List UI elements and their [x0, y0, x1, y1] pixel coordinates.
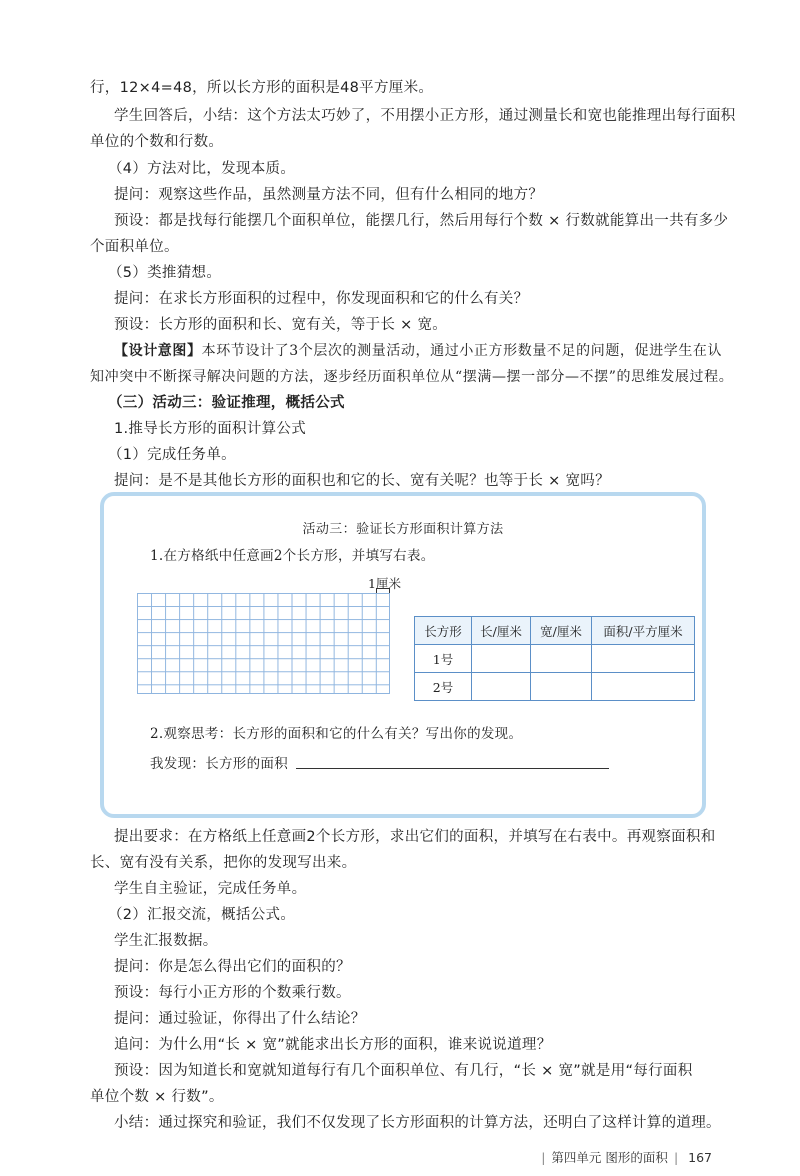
text-line: 学生回答后，小结：这个方法太巧妙了，不用摆小正方形，通过测量长和宽也能推理出每行面积: [114, 108, 736, 124]
text-line: 学生汇报数据。: [114, 933, 218, 949]
task-card: [100, 492, 706, 818]
section-heading: （2）汇报交流，概括公式。: [108, 907, 296, 923]
section-heading: （5）类推猜想。: [108, 265, 222, 281]
footer-chapter: 图形的面积: [605, 1150, 668, 1165]
text-line: 长、宽有没有关系，把你的发现写出来。: [90, 855, 357, 871]
data-table: [414, 616, 695, 701]
task-1-text: 1.在方格纸中任意画2个长方形，并填写右表。: [150, 548, 435, 564]
task-card-title: 活动三：验证长方形面积计算方法: [302, 522, 504, 537]
text-line: 学生自主验证，完成任务单。: [114, 881, 307, 897]
table-cell-input[interactable]: [531, 673, 592, 701]
section-heading: （4）方法对比，发现本质。: [108, 161, 296, 177]
text-line: 单位的个数和行数。: [90, 134, 224, 150]
cm-scale-label: 1厘米: [368, 576, 401, 591]
text-line: 提问：通过验证，你得出了什么结论？: [114, 1011, 366, 1027]
table-header: 长方形: [415, 617, 472, 645]
text-line: 个面积单位。: [90, 239, 179, 255]
text-line: 单位个数 × 行数”。: [90, 1089, 224, 1105]
table-row: [415, 645, 695, 673]
table-cell-input[interactable]: [472, 645, 531, 673]
table-cell-input[interactable]: [592, 645, 695, 673]
design-intent: [114, 340, 722, 362]
text-line: 小结：通过探究和验证，我们不仅发现了长方形面积的计算方法，还明白了这样计算的道理。: [114, 1115, 721, 1131]
section-heading: （1）完成任务单。: [108, 447, 236, 463]
text-line: 提问：你是怎么得出它们的面积的？: [114, 959, 351, 975]
table-cell: 1号: [415, 645, 472, 673]
finding-prompt: 我发现：长方形的面积: [150, 756, 288, 772]
table-cell-input[interactable]: [592, 673, 695, 701]
text-line: 提问：在求长方形面积的过程中，你发现面积和它的什么有关？: [114, 291, 529, 307]
table-header: 长/厘米: [472, 617, 531, 645]
design-intent-label: 【设计意图】: [114, 343, 202, 359]
page-number: 167: [688, 1150, 712, 1165]
table-cell-input[interactable]: [472, 673, 531, 701]
footer-unit: 第四单元: [551, 1150, 602, 1165]
text-line: 预设：每行小正方形的个数乘行数。: [114, 985, 351, 1001]
text-line: 行，12×4=48，所以长方形的面积是48平方厘米。: [90, 80, 434, 96]
answer-line[interactable]: [296, 768, 609, 769]
design-intent-text: 本环节设计了3个层次的测量活动，通过小正方形数量不足的问题，促进学生在认: [201, 343, 723, 359]
text-line: 预设：长方形的面积和长、宽有关，等于长 × 宽。: [114, 317, 448, 333]
text-line: 追问：为什么用“长 × 宽”就能求出长方形的面积，谁来说说道理？: [114, 1037, 552, 1053]
task-2-text: 2.观察思考：长方形的面积和它的什么有关？写出你的发现。: [150, 726, 523, 742]
table-header: 面积/平方厘米: [592, 617, 695, 645]
activity-heading: （三）活动三：验证推理，概括公式: [108, 395, 345, 411]
grid-paper[interactable]: [137, 593, 390, 694]
table-cell: 2号: [415, 673, 472, 701]
table-row: [415, 673, 695, 701]
text-line: 1.推导长方形的面积计算公式: [114, 421, 307, 437]
text-line: 提出要求：在方格纸上任意画2个长方形，求出它们的面积，并填写在右表中。再观察面积和: [114, 829, 716, 845]
text-line: 预设：都是找每行能摆几个面积单位，能摆几行，然后用每行个数 × 行数就能算出一共有多少: [114, 213, 729, 229]
text-line: 预设：因为知道长和宽就知道每行有几个面积单位、有几行，“长 × 宽”就是用“每行面积: [114, 1063, 693, 1079]
table-cell-input[interactable]: [531, 645, 592, 673]
design-intent-cont: 知冲突中不断探寻解决问题的方法，逐步经历面积单位从“摆满—摆一部分—不摆”的思维发展过程。: [90, 369, 734, 385]
page-footer: | 第四单元 图形的面积 | 167: [541, 1150, 712, 1165]
text-line: 提问：是不是其他长方形的面积也和它的长、宽有关呢？也等于长 × 宽吗？: [114, 473, 610, 489]
text-line: 提问：观察这些作品，虽然测量方法不同，但有什么相同的地方？: [114, 187, 544, 203]
table-header-row: [415, 617, 695, 645]
table-header: 宽/厘米: [531, 617, 592, 645]
